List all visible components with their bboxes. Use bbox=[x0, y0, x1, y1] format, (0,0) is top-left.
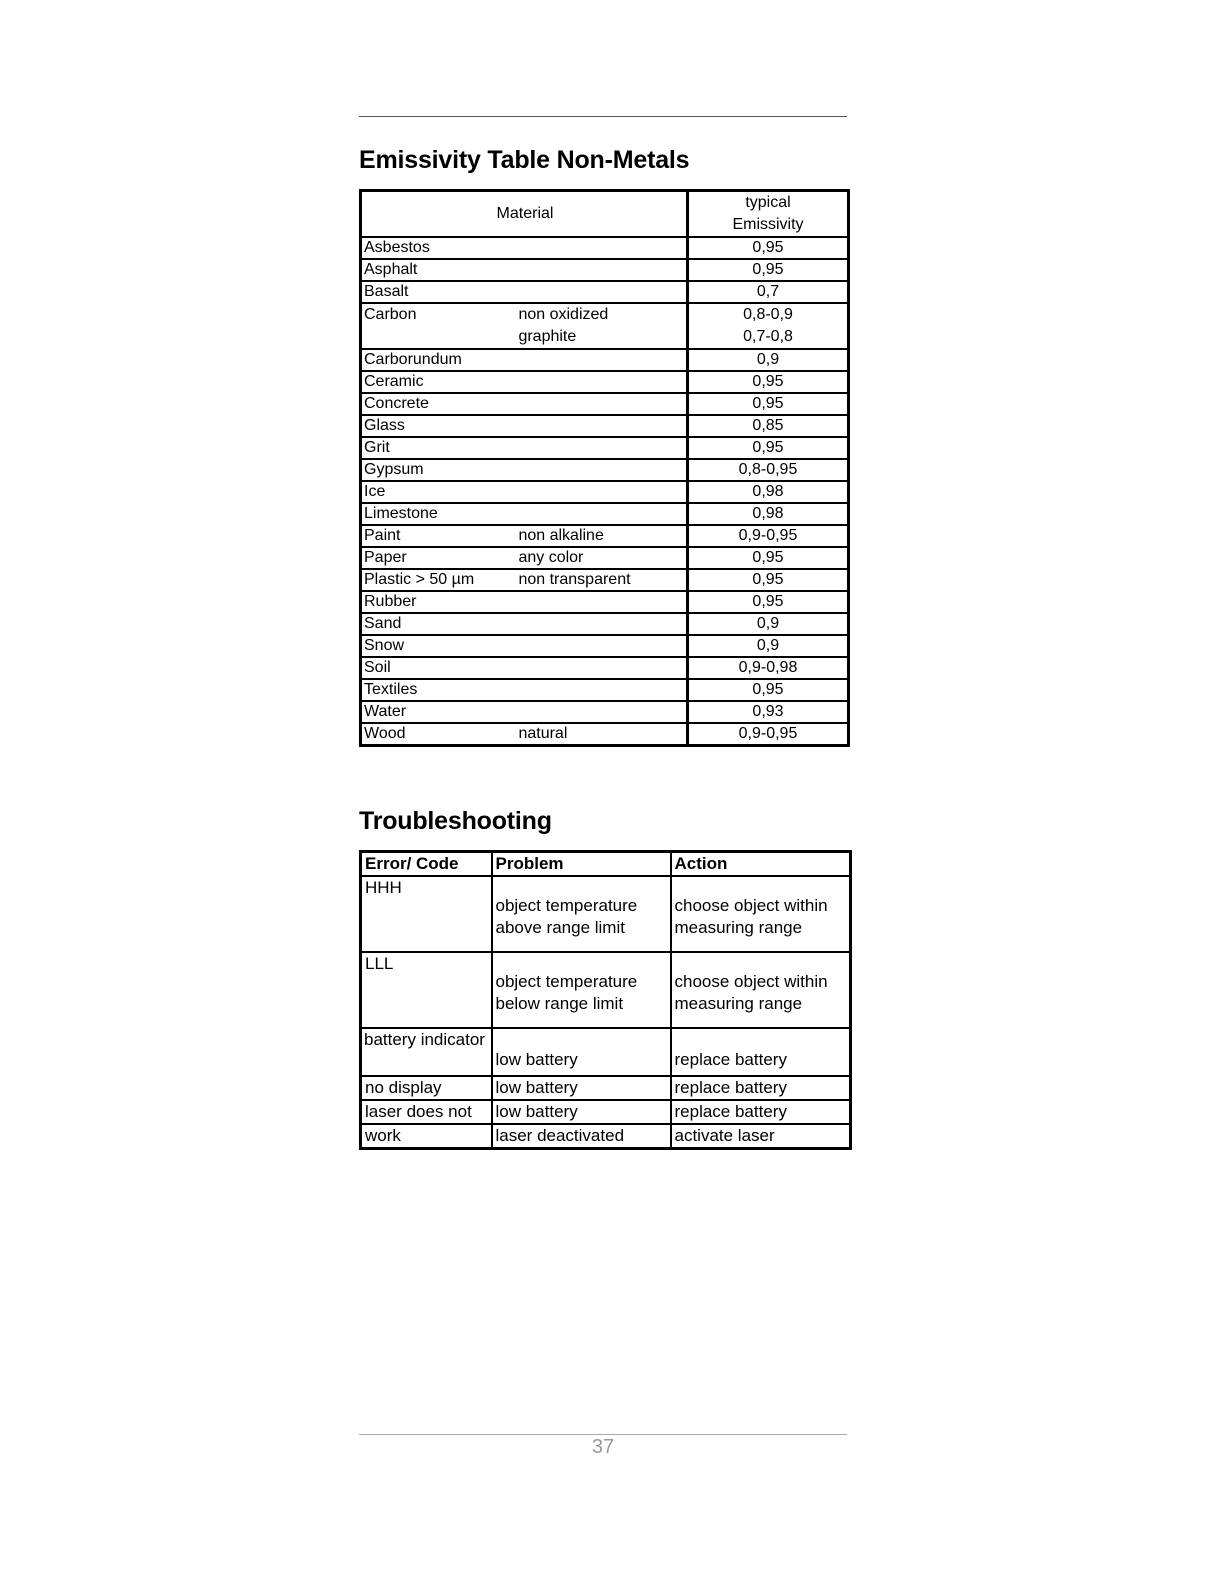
emissivity-header bbox=[688, 191, 849, 238]
material-cell: Asphalt bbox=[361, 259, 517, 281]
material-cell: Concrete bbox=[361, 393, 517, 415]
material-cell: Basalt bbox=[361, 281, 517, 303]
emissivity-value bbox=[688, 303, 849, 349]
emissivity-value: 0,7 bbox=[688, 281, 849, 303]
table-row bbox=[361, 657, 849, 679]
note-cell: non alkaline bbox=[516, 525, 687, 547]
emissivity-value: 0,95 bbox=[688, 259, 849, 281]
note-cell: non transparent bbox=[516, 569, 687, 591]
table-row bbox=[361, 723, 849, 746]
code-header: Error/ Code bbox=[365, 854, 459, 873]
emissivity-value: 0,8-0,95 bbox=[688, 459, 849, 481]
action-line: measuring range bbox=[674, 994, 803, 1013]
emissivity-value: 0,9-0,98 bbox=[688, 657, 849, 679]
note-line: graphite bbox=[518, 328, 577, 345]
note-cell bbox=[516, 635, 687, 657]
note-cell bbox=[516, 281, 687, 303]
action-cell: activate laser bbox=[671, 1124, 851, 1149]
problem-cell bbox=[492, 876, 671, 952]
emissivity-value: 0,93 bbox=[688, 701, 849, 723]
problem-cell: low battery bbox=[492, 1076, 671, 1100]
note-cell bbox=[516, 303, 687, 349]
table-row bbox=[361, 437, 849, 459]
table-row bbox=[361, 679, 849, 701]
note-cell: natural bbox=[518, 725, 568, 742]
action-header: Action bbox=[671, 852, 851, 877]
emissivity-value: 0,9-0,95 bbox=[688, 723, 849, 746]
table-row bbox=[361, 1028, 851, 1076]
note-cell bbox=[516, 415, 687, 437]
page-number: 37 bbox=[591, 1436, 615, 1458]
table-row bbox=[361, 303, 849, 349]
table-row bbox=[361, 281, 849, 303]
table-row bbox=[361, 503, 849, 525]
table-row bbox=[361, 415, 849, 437]
material-cell: Textiles bbox=[361, 679, 517, 701]
error-code: HHH bbox=[365, 878, 402, 897]
table-row bbox=[361, 481, 849, 503]
material-header: Material bbox=[361, 191, 688, 238]
table-row bbox=[361, 459, 849, 481]
emissivity-value: 0,95 bbox=[688, 393, 849, 415]
material-cell: Sand bbox=[361, 613, 517, 635]
note-cell: any color bbox=[516, 547, 687, 569]
material-cell: Snow bbox=[361, 635, 517, 657]
problem-line: object temperature bbox=[495, 972, 638, 991]
table-row bbox=[361, 952, 851, 1028]
error-code: LLL bbox=[365, 954, 394, 973]
note-cell bbox=[516, 237, 687, 259]
action-cell bbox=[671, 876, 851, 952]
error-code: work bbox=[365, 1126, 401, 1145]
emissivity-value: 0,95 bbox=[688, 679, 849, 701]
material-cell: Glass bbox=[361, 415, 517, 437]
table-row bbox=[361, 569, 849, 591]
emissivity-value: 0,9 bbox=[688, 635, 849, 657]
table-row bbox=[361, 237, 849, 259]
emissivity-value: 0,9-0,95 bbox=[688, 525, 849, 547]
material-cell: Carbon bbox=[361, 303, 517, 349]
error-code: battery indicator bbox=[364, 1030, 485, 1049]
table-row bbox=[361, 613, 849, 635]
action-cell: replace battery bbox=[671, 1100, 851, 1124]
note-cell bbox=[516, 393, 687, 415]
emissivity-value: 0,95 bbox=[688, 437, 849, 459]
emissivity-table bbox=[359, 189, 850, 747]
error-code: laser does not bbox=[365, 1102, 472, 1121]
material-cell: Limestone bbox=[361, 503, 517, 525]
note-cell bbox=[516, 701, 687, 723]
material-cell: Gypsum bbox=[361, 459, 517, 481]
material-cell: Asbestos bbox=[361, 237, 517, 259]
material-cell: Paint bbox=[361, 525, 517, 547]
material-cell: Soil bbox=[361, 657, 517, 679]
material-cell: Water bbox=[361, 701, 517, 723]
note-cell bbox=[516, 259, 687, 281]
material-cell: Grit bbox=[361, 437, 517, 459]
emissivity-value: 0,9 bbox=[688, 349, 849, 371]
table-row bbox=[361, 635, 849, 657]
note-cell bbox=[516, 459, 687, 481]
emissivity-title: Emissivity Table Non-Metals bbox=[359, 146, 690, 174]
table-row bbox=[361, 591, 849, 613]
emissivity-value: 0,95 bbox=[688, 547, 849, 569]
problem-header: Problem bbox=[492, 852, 671, 877]
problem-cell: laser deactivated bbox=[492, 1124, 671, 1149]
troubleshooting-header-row bbox=[361, 852, 851, 877]
material-cell: Paper bbox=[361, 547, 517, 569]
material-cell: Ceramic bbox=[361, 371, 517, 393]
problem-cell: low battery bbox=[492, 1100, 671, 1124]
value-line: 0,7-0,8 bbox=[743, 328, 793, 345]
table-row bbox=[361, 393, 849, 415]
emissivity-header-line1: typical bbox=[745, 194, 791, 211]
emissivity-value: 0,9 bbox=[688, 613, 849, 635]
table-row bbox=[361, 547, 849, 569]
table-row bbox=[361, 1076, 851, 1100]
note-line: non oxidized bbox=[518, 306, 609, 323]
table-row bbox=[361, 349, 849, 371]
bottom-rule bbox=[359, 1434, 847, 1435]
emissivity-value: 0,85 bbox=[688, 415, 849, 437]
note-cell bbox=[516, 503, 687, 525]
problem-cell: low battery bbox=[492, 1028, 671, 1076]
problem-line: above range limit bbox=[495, 918, 625, 937]
action-cell: replace battery bbox=[671, 1028, 851, 1076]
material-cell: Rubber bbox=[361, 591, 517, 613]
error-code: no display bbox=[365, 1078, 442, 1097]
table-row bbox=[361, 876, 851, 952]
top-rule bbox=[359, 116, 847, 117]
note-cell bbox=[516, 437, 687, 459]
emissivity-value: 0,95 bbox=[688, 237, 849, 259]
emissivity-value: 0,95 bbox=[688, 591, 849, 613]
problem-cell bbox=[492, 952, 671, 1028]
note-cell bbox=[516, 591, 687, 613]
note-cell bbox=[516, 679, 687, 701]
troubleshooting-table bbox=[359, 850, 852, 1150]
action-line: choose object within bbox=[674, 896, 828, 915]
note-cell bbox=[516, 613, 687, 635]
action-line: choose object within bbox=[674, 972, 828, 991]
table-row bbox=[361, 371, 849, 393]
material-cell: Ice bbox=[361, 481, 517, 503]
emissivity-value: 0,98 bbox=[688, 503, 849, 525]
table-row bbox=[361, 1124, 851, 1149]
emissivity-value: 0,98 bbox=[688, 481, 849, 503]
action-line: measuring range bbox=[674, 918, 803, 937]
material-cell: Carborundum bbox=[361, 349, 517, 371]
table-row bbox=[361, 259, 849, 281]
material-cell: Wood bbox=[364, 725, 406, 742]
value-line: 0,8-0,9 bbox=[743, 306, 793, 323]
emissivity-value: 0,95 bbox=[688, 569, 849, 591]
problem-line: object temperature bbox=[495, 896, 638, 915]
action-cell bbox=[671, 952, 851, 1028]
material-cell: Plastic > 50 µm bbox=[361, 569, 517, 591]
emissivity-value: 0,95 bbox=[688, 371, 849, 393]
note-cell bbox=[516, 371, 687, 393]
table-row bbox=[361, 1100, 851, 1124]
note-cell bbox=[516, 349, 687, 371]
table-row bbox=[361, 525, 849, 547]
table-row bbox=[361, 701, 849, 723]
action-cell: replace battery bbox=[671, 1076, 851, 1100]
emissivity-header-line2: Emissivity bbox=[732, 216, 804, 233]
note-cell bbox=[516, 481, 687, 503]
emissivity-header-row bbox=[361, 191, 849, 238]
problem-line: below range limit bbox=[495, 994, 624, 1013]
note-cell bbox=[516, 657, 687, 679]
troubleshooting-title: Troubleshooting bbox=[359, 807, 552, 835]
